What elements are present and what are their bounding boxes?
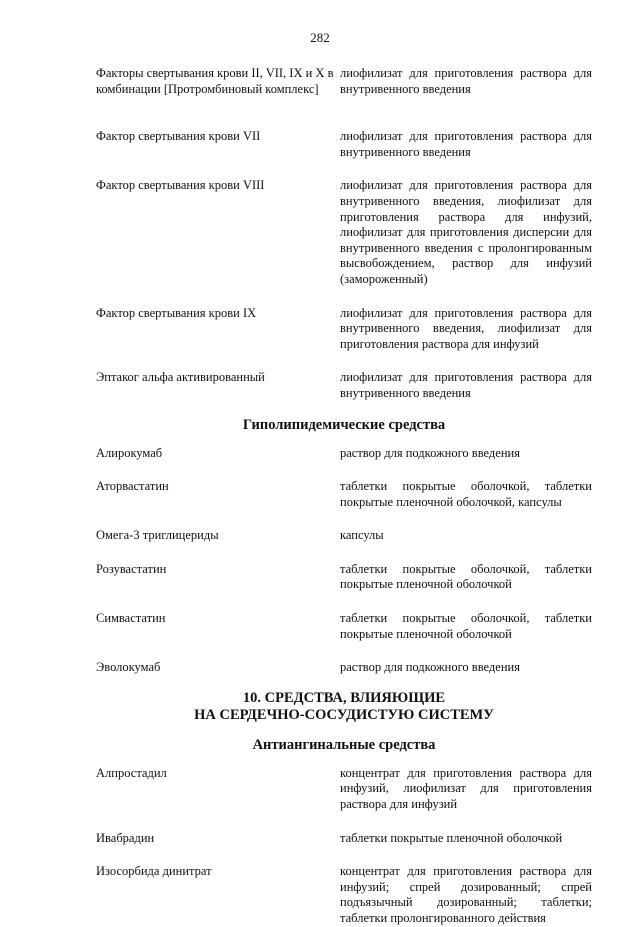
drug-name: Фактор свертывания крови IX (96, 305, 257, 320)
table-row (96, 446, 592, 462)
chapter-title-line: 10. СРЕДСТВА, ВЛИЯЮЩИЕ (242, 689, 446, 706)
table-row (96, 129, 592, 160)
table-row (96, 611, 592, 642)
drug-name: Фактор свертывания крови VIII (96, 178, 265, 193)
table-row (96, 660, 592, 676)
drug-name: Розувастатин (96, 561, 167, 576)
table-row (96, 479, 592, 510)
table-row (96, 831, 592, 847)
drug-form: таблетки покрытые оболочкой, таблетки покрытые пленочной оболочкой, капсулы (340, 479, 592, 509)
table-row (96, 66, 592, 97)
drug-name: Алпростадил (96, 765, 167, 780)
drug-name: Факторы свертывания крови II, VII, IX и X в комбинации [Протромбиновый комплекс] (96, 66, 334, 96)
chapter-heading (96, 690, 592, 724)
table-row (96, 562, 592, 593)
drug-form: таблетки покрытые пленочной оболочкой (340, 830, 563, 845)
page-number: 282 (310, 30, 330, 45)
drug-name: Фактор свертывания крови VII (96, 129, 261, 144)
drug-name: Эптаког альфа активированный (96, 370, 265, 385)
drug-name: Аторвастатин (96, 479, 169, 494)
drug-form: лиофилизат для приготовления раствора для внутривенного введения (340, 66, 592, 96)
section-heading-angina: Антиангинальные средства (252, 736, 436, 753)
drug-form: лиофилизат для приготовления раствора для внутривенного введения (340, 129, 592, 159)
table-row (96, 766, 592, 813)
drug-list (96, 66, 592, 927)
drug-form: таблетки покрытые оболочкой, таблетки покрытые пленочной оболочкой (340, 561, 592, 592)
drug-name: Алирокумаб (96, 445, 163, 460)
drug-form: концентрат для приготовления раствора для инфузий, лиофилизат для приготовления раствора для инфузий (340, 765, 592, 812)
drug-form: таблетки покрытые оболочкой, таблетки покрытые пленочной оболочкой (340, 611, 592, 641)
drug-form: раствор для подкожного введения (340, 660, 520, 675)
drug-name: Эволокумаб (96, 660, 161, 675)
chapter-title-line: НА СЕРДЕЧНО-СОСУДИСТУЮ СИСТЕМУ (194, 706, 494, 723)
drug-name: Симвастатин (96, 611, 166, 626)
table-row (96, 864, 592, 926)
drug-form: лиофилизат для приготовления раствора для внутривенного введения, лиофилизат для приготовления раствора для инфузий, лиофилизат для приготовления дисперсии для внутривенного введения с пролонгированным высвобождением, раствор для инфузий (замороженный) (340, 178, 592, 286)
drug-form: концентрат для приготовления раствора для инфузий; спрей дозированный; спрей подъязычный дозированный; таблетки; таблетки пролонгированного действия (340, 864, 592, 925)
section-heading-lipid: Гиполипидемические средства (242, 416, 446, 433)
drug-name: Ивабрадин (96, 830, 155, 845)
table-row (96, 178, 592, 287)
table-row (96, 306, 592, 353)
table-row (96, 370, 592, 401)
drug-name: Омега-3 триглицериды (96, 528, 219, 543)
drug-form: раствор для подкожного введения (340, 445, 520, 460)
drug-form: лиофилизат для приготовления раствора для внутривенного введения, лиофилизат для приготовления раствора для инфузий (340, 305, 592, 351)
drug-form: лиофилизат для приготовления раствора для внутривенного введения (340, 370, 592, 400)
table-row (96, 528, 592, 544)
drug-name: Изосорбида динитрат (96, 864, 212, 879)
drug-form: капсулы (340, 528, 384, 543)
